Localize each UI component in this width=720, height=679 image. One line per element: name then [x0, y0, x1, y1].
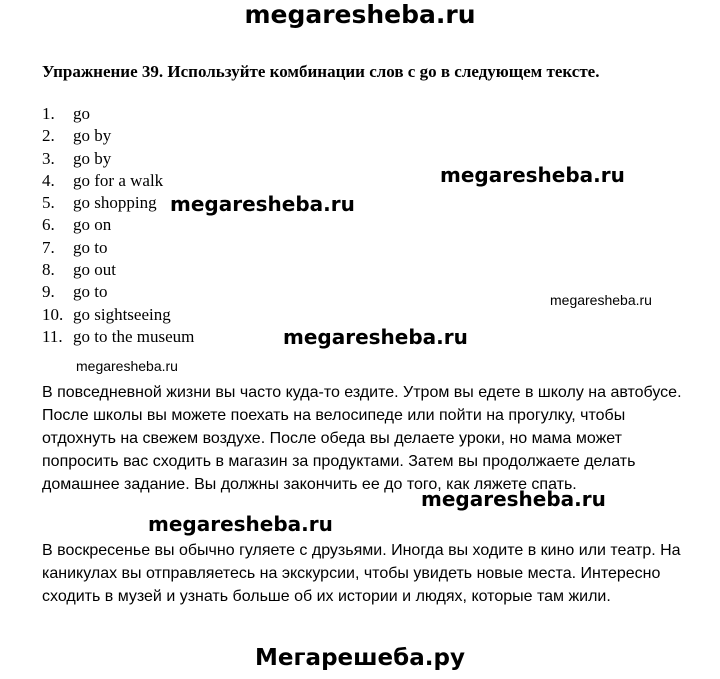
list-item [42, 125, 194, 147]
site-watermark: megaresheba.ru [283, 325, 468, 349]
item-text: go shopping [73, 193, 157, 213]
item-text: go by [73, 126, 112, 146]
site-watermark: megaresheba.ru [421, 487, 606, 511]
item-text: go to the museum [73, 326, 195, 346]
site-watermark-top: megaresheba.ru [244, 0, 476, 29]
item-text: go sightseeing [73, 304, 171, 324]
item-number: 5. [42, 193, 55, 213]
list-item [42, 148, 194, 170]
site-watermark: megaresheba.ru [440, 163, 625, 187]
item-number: 2. [42, 126, 55, 146]
item-number: 4. [42, 170, 55, 190]
list-item [42, 237, 194, 259]
item-number: 7. [42, 237, 55, 257]
text-paragraph-2: В воскресенье вы обычно гуляете с друзьями. Иногда вы ходите в кино или театр. На каникулах вы отправляетесь на экскурсии, чтобы увидеть новые места. Интересно сходить в музей и узнать больше об их истории и людях, которые там жили. [42, 542, 681, 605]
item-text: go for a walk [73, 170, 164, 190]
list-item [42, 326, 194, 348]
item-number: 8. [42, 260, 55, 280]
site-watermark: megaresheba.ru [550, 292, 652, 308]
list-item [42, 281, 194, 303]
list-item [42, 304, 194, 326]
item-text: go to [73, 237, 108, 257]
item-number: 9. [42, 282, 55, 302]
item-text: go [73, 104, 90, 123]
answer-list [42, 103, 194, 348]
list-item [42, 259, 194, 281]
item-number: 3. [42, 148, 55, 168]
text-paragraph-1: В повседневной жизни вы часто куда-то ездите. Утром вы едете в школу на автобусе. После школы вы можете поехать на велосипеде или пойти на прогулку, чтобы отдохнуть на свежем воздухе. После обеда вы делаете уроки, но мама может попросить вас сходить в магазин за продуктами. Затем вы продолжаете делать домашнее задание. Вы должны закончить ее до того, как ляжете спать. [42, 384, 682, 493]
site-watermark: megaresheba.ru [170, 192, 355, 216]
item-text: go by [73, 148, 112, 168]
item-text: go to [73, 282, 108, 302]
site-watermark-bottom: Мегарешеба.ру [255, 645, 465, 671]
item-number: 6. [42, 215, 55, 235]
list-item [42, 103, 194, 125]
list-item [42, 214, 194, 236]
item-text: go out [73, 260, 116, 280]
site-watermark: megaresheba.ru [148, 512, 333, 536]
list-item [42, 170, 194, 192]
site-watermark: megaresheba.ru [76, 358, 178, 374]
item-number: 10. [42, 304, 64, 324]
exercise-heading: Упражнение 39. Используйте комбинации слов с go в следующем тексте. [42, 62, 600, 81]
item-text: go on [73, 215, 112, 235]
item-number: 1. [42, 104, 55, 123]
item-number: 11. [42, 326, 63, 346]
